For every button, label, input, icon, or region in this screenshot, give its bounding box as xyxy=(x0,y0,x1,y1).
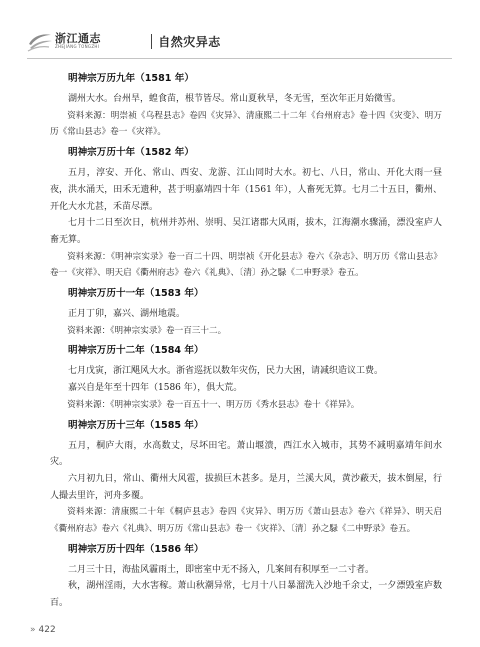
entry-paragraph: 湖州大水。台州旱，蝗食苗，根节皆尽。常山夏秋旱，冬无雪，至次年正月始微雪。 xyxy=(68,94,402,104)
entry-1581 xyxy=(50,70,442,141)
entry-source: 资料来源：《明神宗实录》卷一百三十二。 xyxy=(67,325,227,336)
entry-paragraph: 五月，桐庐大雨，水高数丈，尽坏田宅。萧山堰溃，西江水入城市，其势不减明嘉靖年间水灾。 xyxy=(50,440,442,468)
entry-paragraph: 嘉兴自是年至十四年（1586 年），俱大荒。 xyxy=(68,383,243,394)
entry-1582 xyxy=(50,144,442,282)
entry-paragraph: 正月丁卯，嘉兴、湖州地震。 xyxy=(68,309,186,320)
entry-paragraph: 五月，淳安、开化、常山、西安、龙游、江山同时大水。初七、八日，常山、开化大雨一昼夜，洪水涌天，田禾无遗种，甚于明嘉靖四十年（1561 年），人畜死无算。七月二十五日，衢州、开化大水尤甚，禾苗尽漂。 xyxy=(50,168,442,212)
entry-paragraph: 秋，湖州淫雨，大水害稼。萧山秋潮异常，七月十八日暴溜洗入沙地千余丈，一夕漂毁室庐数百。 xyxy=(50,581,442,609)
series-subtitle: ZHEJIANG TONGZHI xyxy=(55,44,100,49)
series-title: 浙江通志 xyxy=(55,32,101,45)
entry-paragraph: 七月十二日至次日，杭州并苏州、崇明、吴江诸郡大风雨，拔木，江海潮水骤涌，漂没室庐人畜无算。 xyxy=(50,218,442,245)
entry-source: 资料来源：明崇祯《乌程县志》卷四《灾异》、清康熙二十二年《台州府志》卷十四《灾变》、明万历《常山县志》卷一《灾祥》。 xyxy=(50,110,442,138)
entry-paragraph: 二月三十日，海盐风霾雨土，即密室中无不扬入，几案间有积厚至一二寸者。 xyxy=(68,564,375,575)
page-number: 422 xyxy=(38,625,56,635)
entry-heading: 明神宗万历十年（1582 年） xyxy=(68,147,194,159)
entry-paragraph: 七月戊寅，浙江飓风大水。浙省巡抚以数年灾伤，民力大困，请减织造议工费。 xyxy=(68,366,384,377)
entry-1584 xyxy=(50,342,442,413)
volume-title: 自然灾异志 xyxy=(158,34,221,49)
entry-source: 资料来源：《明神宗实录》卷一百五十一、明万历《秀水县志》卷十《祥异》。 xyxy=(67,399,360,410)
entry-paragraph: 六月初九日，常山、衢州大风雹，拔损巨木甚多。是月，兰溪大风，黄沙蔽天，拔木倒屋，行人撮去里许，河舟多覆。 xyxy=(50,473,442,501)
entry-1583 xyxy=(50,285,442,339)
page-marker-icon: » xyxy=(30,625,36,635)
entry-heading: 明神宗万历十四年（1586 年） xyxy=(68,543,204,555)
entry-source: 资料来源：清康熙二十年《桐庐县志》卷四《灾异》、明万历《萧山县志》卷六《祥异》、明天启《衢州府志》卷六《礼典》、明万历《常山县志》卷一《灾祥》、〔清〕孙之騄《二申野录》卷五。 xyxy=(50,507,442,535)
brush-stroke-emblem-icon xyxy=(27,30,53,52)
chronicle-entries xyxy=(50,70,442,615)
entry-heading: 明神宗万历十一年（1583 年） xyxy=(68,288,204,300)
entry-1585 xyxy=(50,417,442,538)
series-logo xyxy=(55,32,143,50)
header-divider xyxy=(151,34,152,49)
entry-heading: 明神宗万历十二年（1584 年） xyxy=(68,345,204,357)
entry-source: 资料来源：《明神宗实录》卷一百二十四、明崇祯《开化县志》卷六《杂志》、明万历《常山县志》卷一《灾祥》、明天启《衢州府志》卷六《礼典》、〔清〕孙之騄《二申野录》卷五。 xyxy=(50,251,442,279)
entry-heading: 明神宗万历十三年（1585 年） xyxy=(68,419,204,431)
header-rule xyxy=(27,58,452,59)
page-footer xyxy=(30,625,56,635)
entry-1586 xyxy=(50,541,442,612)
running-header xyxy=(27,27,221,55)
entry-heading: 明神宗万历九年（1581 年） xyxy=(68,73,194,84)
